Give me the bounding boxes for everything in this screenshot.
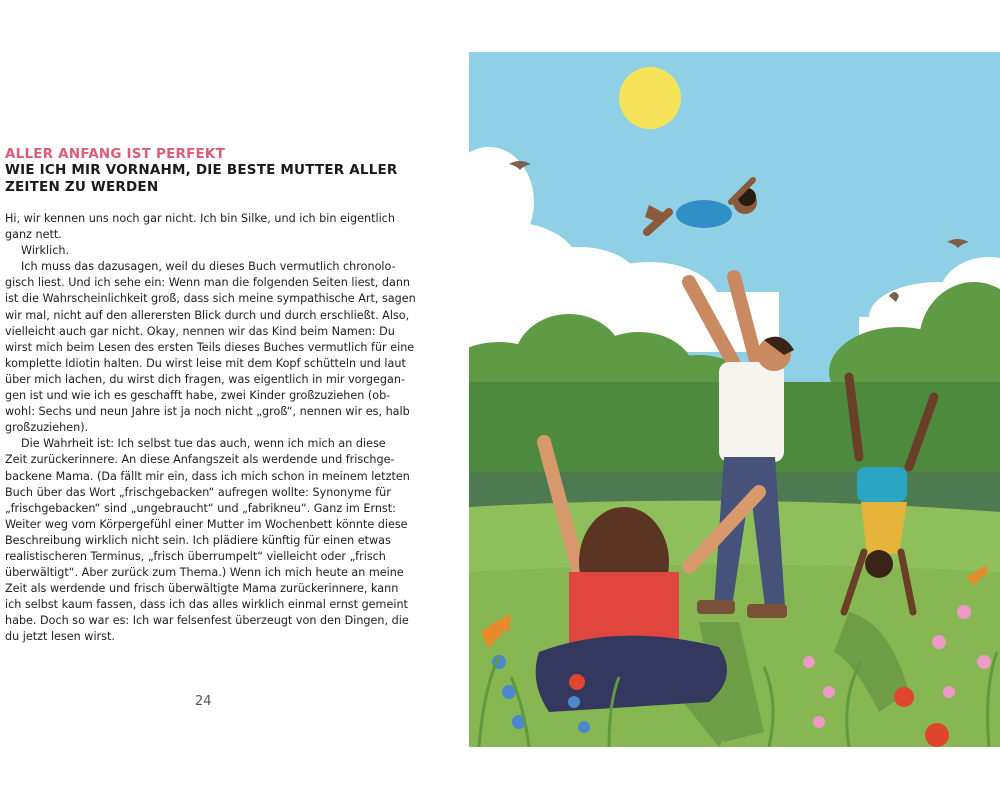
body-line: überwältigt“. Aber zurück zum Thema.) Wenn ich mich heute an meine <box>5 566 404 580</box>
body-line: Wirklich. <box>21 244 70 258</box>
chapter-title-line-2: ZEITEN ZU WERDEN <box>5 179 159 195</box>
body-line: Hi, wir kennen uns noch gar nicht. Ich bin Silke, und ich bin eigentlich <box>5 212 395 225</box>
body-line: gen ist und wie ich es geschafft habe, zwei Kinder großzuziehen (ob- <box>5 389 391 403</box>
chapter-title <box>5 162 405 196</box>
body-line: wohl: Sechs und neun Jahre ist ja noch nicht „groß“, nennen wir es, halb <box>5 405 410 419</box>
illustration <box>469 52 1000 747</box>
body-line: ganz nett. <box>5 228 62 242</box>
body-line: komplette Idiotin halten. Du wirst leise mit dem Kopf schütteln und laut <box>5 356 406 370</box>
body-line: „frischgebacken“ sind „ungebraucht“ und „fabrikneu“. Ganz im Ernst: <box>5 501 396 515</box>
body-line: großzuziehen). <box>5 421 89 435</box>
body-line: backene Mama. (Da fällt mir ein, dass ich mich schon in meinem letzten <box>5 469 410 483</box>
sun <box>619 67 681 129</box>
chapter-title-line-1: WIE ICH MIR VORNAHM, DIE BESTE MUTTER ALLER <box>5 162 398 178</box>
body-line: wir mal, nicht auf den allerersten Blick durch und durch erschließt. Also, <box>5 308 410 322</box>
body-line: realistischeren Terminus, „frisch überrumpelt“ vielleicht oder „frisch <box>5 549 386 563</box>
body-line: ist die Wahrscheinlichkeit groß, dass sich meine sympathische Art, sagen <box>5 292 416 306</box>
chapter-kicker: ALLER ANFANG IST PERFEKT <box>5 146 225 162</box>
body-line: vielleicht auch gar nicht. Okay, nennen wir das Kind beim Namen: Du <box>5 324 395 338</box>
body-text <box>5 211 416 646</box>
body-line: wirst mich beim Lesen des ersten Teils dieses Buches vermutlich für eine <box>5 340 415 354</box>
page-number: 24 <box>195 694 212 709</box>
body-line: ich selbst kaum fassen, dass ich das alles wirklich einmal ernst gemeint <box>5 598 408 612</box>
left-page <box>0 0 420 800</box>
body-line: Buch über das Wort „frischgebacken“ aufregen wollte: Synonyme für <box>5 485 391 499</box>
body-line: habe. Doch so war es: Ich war felsenfest überzeugt von den Dingen, die <box>5 614 409 628</box>
body-line: über mich lachen, du wirst dich fragen, was eigentlich in mir vorgegan- <box>5 372 406 386</box>
body-line: Ich muss das dazusagen, weil du dieses Buch vermutlich chronolo- <box>21 260 396 274</box>
body-line: Beschreibung wirklich nicht sein. Ich plädiere künftig für einen etwas <box>5 533 391 547</box>
body-line: Zeit zurückerinnere. An diese Anfangszeit als werdende und frischge- <box>5 453 395 467</box>
body-line: du jetzt lesen wirst. <box>5 630 115 644</box>
body-line: Die Wahrheit ist: Ich selbst tue das auch, wenn ich mich an diese <box>21 437 386 451</box>
body-line: gisch liest. Und ich sehe ein: Wenn man die folgenden Seiten liest, dann <box>5 276 410 290</box>
body-line: Zeit als werdende und frisch überwältigte Mama zurückerinnere, kann <box>5 582 399 596</box>
body-line: Weiter weg vom Körpergefühl einer Mutter im Wochenbett könnte diese <box>5 517 408 531</box>
